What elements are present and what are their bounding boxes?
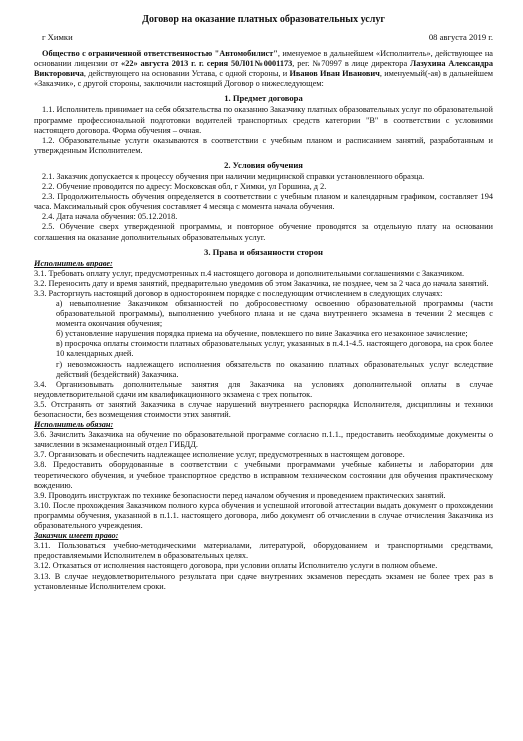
clause-1-2: 1.2. Образовательные услуги оказываются в соответствии с учебным планом и расписанием занятий, разработанным и утвержденным Исполнителем.	[34, 135, 493, 155]
subheading-executor-obligations: Исполнитель обязан:	[34, 420, 114, 430]
clause-3-7: 3.7. Организовать и обеспечить надлежащее исполнение услуг, предусмотренных в настоящем договоре.	[34, 450, 405, 460]
license-info: «22» августа 2013 г. г. серия 50Л01№0001173	[121, 59, 293, 69]
preamble-text-4: , именуемый(-ая) в дальнейшем «Заказчик», с другой стороны, заключили настоящий Договор о нижеследующем:	[34, 69, 494, 89]
director-name: Лазухина Александра Викторовича	[34, 59, 493, 79]
clause-3-8: 3.8. Предоставить оборудованные в соответствии с учебными программами учебные кабинеты и лаборатории для теоретического обучения, и учебное транспортное средство в исправном техническом состоянии для обучения практическому вождению.	[34, 460, 493, 490]
preamble-text-1: , именуемое в дальнейшем «Исполнитель», действующее на основании лицензии от	[34, 49, 493, 69]
clause-2-5: 2.5. Обучение сверх утвержденной программы, и повторное обучение проводятся за отдельную плату на основании соглашения на оказание дополнительных образовательных услуг.	[34, 222, 493, 242]
clause-3-13: 3.13. В случае неудовлетворительного результата при сдаче внутренних экзаменов пересдать экзамен не более трех раз в установленные Исполнителем сроки.	[34, 571, 493, 591]
clause-3-3-v: в) просрочка оплаты стоимости платных образовательных услуг, указанных в п.4.1-4.5. настоящего договора, на срок более 10 календарных дней.	[56, 339, 493, 359]
clause-3-9: 3.9. Проводить инструктаж по технике безопасности перед началом обучения и проведением практических занятий.	[34, 490, 446, 500]
clause-2-3: 2.3. Продолжительность обучения определяется в соответствии с учебным планом и календарным графиком, составляет 194 часа. Максимальный срок обучения составляет 4 месяца с момента начала обучения.	[34, 192, 493, 212]
preamble-text-3: , действующего на основании Устава, с одной стороны, и	[83, 69, 290, 79]
subheading-customer-rights: Заказчик имеет право:	[34, 531, 119, 541]
clause-3-2: 3.2. Переносить дату и время занятий, предварительно уведомив об этом Заказчика, не позднее, чем за 2 часа до начала занятий.	[34, 278, 489, 288]
clause-2-1: 2.1. Заказчик допускается к процессу обучения при наличии медицинской справки установленного образца.	[42, 171, 425, 181]
city: г Химки	[42, 32, 73, 42]
preamble	[34, 49, 493, 89]
clause-3-3-g: г) невозможность надлежащего исполнения обязательств по оказанию платных образовательных услуг вследствие действий (бездействий) Заказчика.	[56, 359, 493, 379]
city-date-line	[42, 32, 493, 42]
preamble-text-2: , рег. №70997 в лице директора	[292, 59, 411, 69]
clause-3-3-b: б) установление нарушения порядка приема на обучение, повлекшего по вине Заказчика его незаконное зачисление;	[56, 329, 468, 339]
clause-3-5: 3.5. Отстранять от занятий Заказчика в случае нарушений внутреннего распорядка Исполнителя, дисциплины и техники безопасности, без возмещения стоимости этих занятий.	[34, 399, 493, 419]
clause-3-10: 3.10. После прохождения Заказчиком полного курса обучения и успешной итоговой аттестации выдать документ о прохождении программы обучения, указанной в п.1.1. настоящего договора, либо документ об отчислении в случае отчисления Заказчика из образовательного учреждения.	[34, 500, 493, 531]
clause-3-11: 3.11. Пользоваться учебно-методическими материалами, литературой, оборудованием и транспортными средствами, предоставляемыми Исполнителем в образовательных целях.	[34, 541, 493, 561]
clause-1-1: 1.1. Исполнитель принимает на себя обязательства по оказанию Заказчику платных образовательных услуг по образовательной программе профессиональной подготовки водителей транспортных средств категории "В" в соответствии с условиями настоящего договора. Форма обучения – очная.	[34, 105, 493, 135]
clause-3-12: 3.12. Отказаться от исполнения настоящего договора, при условии оплаты Исполнителю услуги в полном объеме.	[34, 561, 438, 571]
subheading-executor-rights: Исполнитель вправе:	[34, 258, 113, 268]
clause-3-6: 3.6. Зачислить Заказчика на обучение по образовательной программе согласно п.1.1., предоставить необходимые документы о зачислении в экзаменационный отдел ГИБДД.	[34, 430, 493, 450]
customer-name: Иванов Иван Иванович	[289, 69, 380, 79]
document-title: Договор на оказание платных образовательных услуг	[142, 14, 385, 25]
clause-2-2: 2.2. Обучение проводится по адресу: Московская обл, г Химки, ул Горшина, д 2.	[42, 182, 327, 192]
clause-2-4: 2.4. Дата начала обучения: 05.12.2018.	[42, 212, 178, 222]
clause-3-3-a: а) невыполнение Заказчиком обязанностей по добросовестному освоению образовательной программы (части образовательной программы), выполнению учебного плана и не сдача внутреннего экзамена в течении 2 месяцев с момента окончания обучения;	[56, 298, 493, 329]
section-3-heading: 3. Права и обязанности сторон	[204, 246, 323, 257]
section-1-heading: 1. Предмет договора	[224, 93, 303, 104]
clause-3-4: 3.4. Организовывать дополнительные занятия для Заказчика на условиях дополнительной оплаты в случае неудовлетворительной сдачи им квалификационного экзамена с трех попыток.	[34, 379, 493, 399]
clause-3-1: 3.1. Требовать оплату услуг, предусмотренных п.4 настоящего договора и дополнительными соглашениями с Заказчиком.	[34, 268, 465, 278]
date: 08 августа 2019 г.	[428, 32, 493, 42]
org-name: Общество с ограниченной ответственностью "Автомобилист"	[42, 49, 278, 59]
section-2-heading: 2. Условия обучения	[224, 159, 303, 170]
clause-3-3: 3.3. Расторгнуть настоящий договор в одностороннем порядке с последующим отчислением в следующих случаях:	[34, 288, 443, 298]
